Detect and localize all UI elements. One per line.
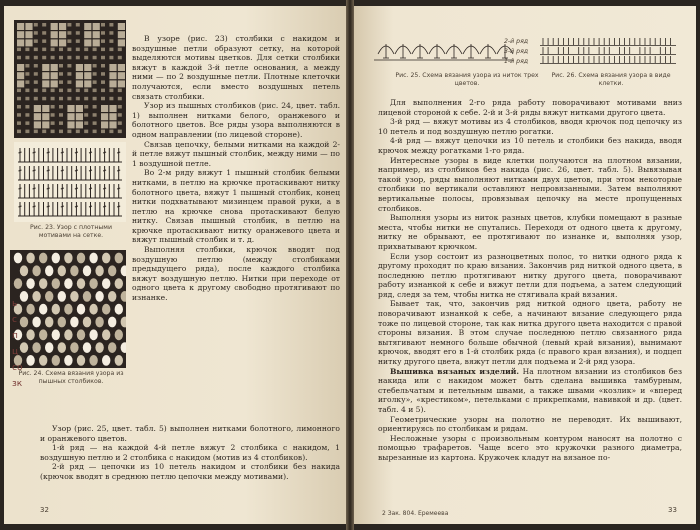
paragraph: Во 2-м ряду вяжут 1 пышный столбик белыми нитками, в петлю на крючке протаскивают нитку болотного цвета, вяжут 1 пышный столбик, конец нитки подхватывают мизинцем правой руки, а в петлю на крючке снова протаскивают белую нитку. Связав пышный столбик, в петлю на крючке протаскивают нитку оранжевого цвета и вяжут пышный столбик и т. д. xyxy=(132,168,340,245)
section-heading: Вышивка вязаных изделий. xyxy=(390,366,520,376)
paragraph xyxy=(378,367,682,415)
paragraph: Связав цепочку, белыми нитками на каждой 2-й петле вяжут пышный столбик, между ними — по 1 воздушной петле. xyxy=(132,139,340,168)
fig25-row-label: 1-й ряд xyxy=(504,58,529,65)
margin-mark: п xyxy=(12,331,18,341)
figure-26-caption: Рис. 26. Схема вязания узора в виде клетки. xyxy=(551,72,671,87)
figure-25-schema xyxy=(374,36,524,66)
right-text-column xyxy=(378,98,682,463)
margin-mark: со xyxy=(12,363,23,373)
paragraph-body: На плотном вязании из столбиков без накида или с накидом может быть сделана вышивка тамбурным, стебельчатым и петельным швами, а также швами «козлик» и «вперед иголку», «крестиком», петельками с прикрепками, навивкой и др. (цвет. табл. 4 и 5). xyxy=(378,366,683,414)
margin-mark: с xyxy=(12,315,17,325)
margin-mark: зк xyxy=(12,379,23,389)
paragraph: Для выполнения 2-го ряда работу поворачивают мотивами вниз лицевой стороной к себе. 2-й и 3-й ряды вяжут нитками другого цвета. xyxy=(378,98,682,117)
paragraph: Если узор состоит из разноцветных полос, то нитки одного ряда к другому проходят по краю вязания. Закончив ряд ниткой одного цвета, в последнюю петлю протягивают нитку другого цвета, поворачивают работу изнанкой к себе и вяжут петли для подъема, а затем следующий ряд, следя за тем, чтобы нитка не стягивала край вязания. xyxy=(378,251,682,299)
figure-24-caption: Рис. 24. Схема вязания узора из пышных столбиков. xyxy=(18,370,124,385)
page-number: 33 xyxy=(668,506,677,514)
paragraph: Бывает так, что, закончив ряд ниткой одного цвета, работу не поворачивают изнанкой к себе, а начинают вязание следующего ряда тоже по лицевой стороне, так как нитка другого цвета находится с правой стороны вязания. В этом случае последнюю петлю связанного ряда вытягивают немного больше обычной (левый край вязания), вынимают крючок, вводят его в 1-й столбик ряда (с правого края вязания), и подцеп нитку другого цвета, вяжут петли для подъема и 2-й ряд узора. xyxy=(378,299,682,367)
margin-mark: ь xyxy=(12,299,18,309)
paragraph: 4-й ряд — вяжут цепочки из 10 петель и столбики без накида, вводя крючок между рогатками 1-го ряда. xyxy=(378,136,682,155)
margin-marks xyxy=(12,296,22,392)
right-page xyxy=(352,6,696,524)
book-spine xyxy=(346,0,354,530)
paragraph: Интересные узоры в виде клетки получаются на плотном вязании, например, из столбиков без накида (рис. 26, цвет. табл. 5). Вывязывая такой узор, ряды выполняют нитками двух цветов, при этом некоторые столбики по вертикали оставляют непровязанными. Затем выполняют вертикальные полосы, провязывая цепочку на месте пропущенных столбиков. xyxy=(378,155,682,213)
margin-mark: ц xyxy=(12,347,19,357)
left-page xyxy=(4,6,348,524)
paragraph: 2-й ряд — цепочки из 10 петель накидом и столбики без накида (крючок вводят в среднюю петлю цепочки между мотивами). xyxy=(40,462,340,481)
paragraph: Выполняя узоры из ниток разных цветов, клубки помещают в разные места, чтобы нитки не спутались. Переходя от одного цвета к другому, нитку не обрывают, ее протягивают по изнанке и, выполняя узор, прихватывают крючком. xyxy=(378,213,682,251)
fig25-row-label: 2-й ряд xyxy=(504,38,529,45)
paragraph: Узор (рис. 25, цвет. табл. 5) выполнен нитками болотного, лимонного и оранжевого цветов. xyxy=(40,424,340,443)
paragraph: 1-й ряд — на каждой 4-й петле вяжут 2 столбика с накидом, 1 воздушную петлю и 2 столбика с накидом (мотив из 4 столбиков). xyxy=(40,443,340,462)
page-number: 32 xyxy=(40,506,49,514)
figure-23-pattern-photo xyxy=(14,20,126,138)
left-text-column xyxy=(132,34,340,303)
paragraph: В узоре (рис. 23) столбики с накидом и воздушные петли образуют сетку, на которой выделяются мотивы цветков. Для сетки столбики вяжут в каждой 3-й петле основания, а между ними — по 2 воздушные петли. Плотные клеточки получаются, если вместо воздушных петель связать столбики. xyxy=(132,34,340,101)
figure-23-schema xyxy=(14,142,126,222)
figure-23-caption: Рис. 23. Узор с плотными мотивами на сетке. xyxy=(29,224,112,239)
paragraph: Узор из пышных столбиков (рис. 24, цвет. табл. 1) выполнен нитками белого, оранжевого и болотного цветов. Все ряды узора выполняются в одном направлении (по лицевой стороне). xyxy=(132,101,340,139)
paragraph: Несложные узоры с произвольным контуром наносят на полотно с помощью трафаретов. Чаще всего это кружочки разного диаметра, вырезанные из картона. Кружочек кладут на вязаное по- xyxy=(378,433,682,462)
paragraph: 3-й ряд — вяжут мотивы из 4 столбиков, вводя крючок под цепочку из 10 петель и под воздушную петлю рогатки. xyxy=(378,117,682,136)
paragraph: Геометрические узоры на полотно не переводят. Их вышивают, ориентируясь по столбикам и рядам. xyxy=(378,414,682,434)
figure-24-pattern-photo xyxy=(10,250,126,368)
fig25-row-label: 3-й ряд xyxy=(504,48,529,55)
figure-26-schema xyxy=(540,36,678,66)
left-bottom-text xyxy=(40,424,340,482)
paragraph: Выполняя столбики, крючок вводят под воздушную петлю (между столбиками предыдущего ряда), после каждого столбика вяжут воздушную петлю. Нитки при переходе от одного цвета к другому свободно протягивают по изнанке. xyxy=(132,245,340,303)
figure-25-caption: Рис. 25. Схема вязания узора из ниток трех цветов. xyxy=(395,72,539,87)
footer-signature: 2 Зак. 804. Еремеева xyxy=(382,510,449,517)
